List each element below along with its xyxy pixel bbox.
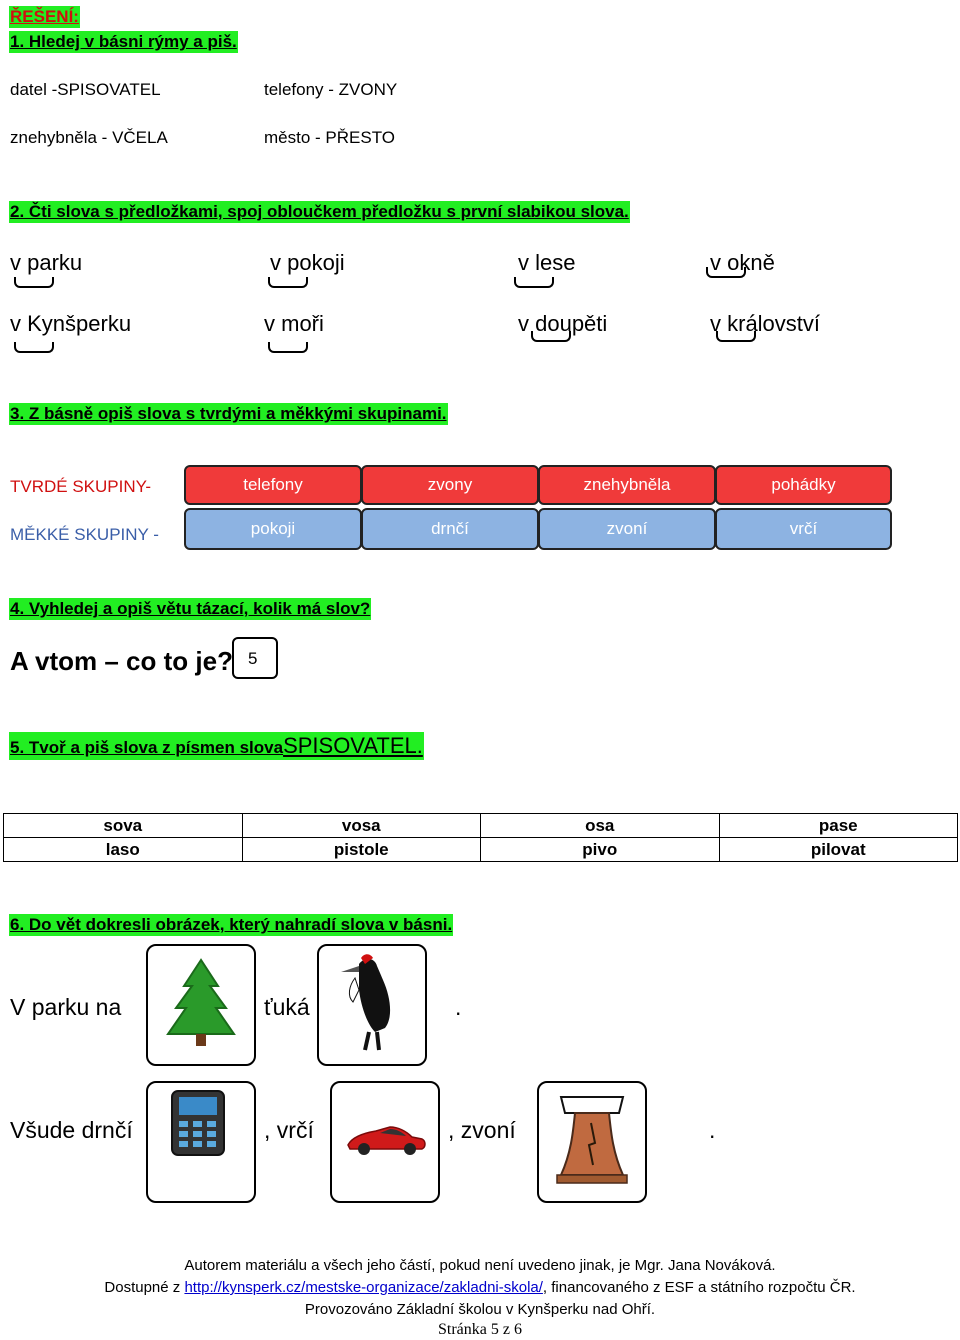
task6-title: 6. Do vět dokresli obrázek, který nahradí slova v básni. — [10, 915, 453, 934]
table-cell: laso — [4, 838, 243, 862]
prep-phrase: v parku — [10, 250, 83, 275]
prep-phrase: v Kynšperku — [10, 311, 132, 336]
rhyme-pair: město - PŘESTO — [264, 128, 395, 147]
hard-word-box: telefony — [184, 465, 362, 505]
task1-title: 1. Hledej v básni rýmy a piš. — [10, 32, 237, 51]
footer-link[interactable]: http://kynsperk.cz/mestske-organizace/zakladni-skola/ — [184, 1279, 543, 1296]
sentence-part: . — [709, 1117, 716, 1143]
prep-phrase: v lese — [518, 250, 576, 275]
sentence-part: V parku na — [10, 994, 122, 1020]
tree-icon — [148, 946, 254, 1064]
table-cell: pivo — [481, 838, 720, 862]
picture-box — [537, 1081, 647, 1203]
bell-icon — [539, 1083, 645, 1201]
connecting-arc — [531, 331, 571, 342]
sentence-part: . — [455, 994, 462, 1020]
rhyme-pair: datel -SPISOVATEL — [10, 80, 161, 99]
picture-box — [330, 1081, 440, 1203]
page-number: Stránka 5 z 6 — [438, 1321, 522, 1338]
soft-word-box: vrčí — [715, 508, 892, 550]
picture-box — [317, 944, 427, 1066]
phone-icon — [148, 1083, 254, 1201]
sentence-part: , zvoní — [448, 1117, 516, 1143]
table-cell: pilovat — [719, 838, 958, 862]
task5-title-word: SPISOVATEL. — [283, 733, 423, 758]
question-sentence: A vtom – co to je? — [10, 646, 233, 676]
picture-box — [146, 944, 256, 1066]
footer-source-prefix: Dostupné z — [104, 1279, 185, 1296]
table-cell: sova — [4, 814, 243, 838]
table-row — [4, 814, 958, 838]
table-cell: pase — [719, 814, 958, 838]
hard-word-box: pohádky — [715, 465, 892, 505]
words-table — [3, 813, 958, 862]
soft-word-box: drnčí — [361, 508, 539, 550]
sentence-part: ťuká — [264, 994, 310, 1020]
prep-phrase: v okně — [710, 250, 775, 275]
solution-heading: ŘEŠENÍ: — [10, 7, 79, 26]
footer-source-suffix: , financovaného z ESF a státního rozpočtu ČR. — [542, 1279, 856, 1296]
connecting-arc — [14, 342, 54, 353]
soft-word-box: pokoji — [184, 508, 362, 550]
prep-phrase: v království — [710, 311, 821, 336]
task5-title-prefix: 5. Tvoř a piš slova z písmen slova — [10, 738, 284, 757]
prep-phrase: v moři — [264, 311, 324, 336]
table-cell: osa — [481, 814, 720, 838]
task5-title — [9, 732, 424, 760]
connecting-arc — [14, 277, 54, 288]
soft-groups-label: MĚKKÉ SKUPINY - — [10, 525, 159, 544]
sentence-part: Všude drnčí — [10, 1117, 133, 1143]
car-icon — [332, 1083, 438, 1201]
picture-box — [146, 1081, 256, 1203]
footer-school: Provozováno Základní školou v Kynšperku nad Ohří. — [304, 1301, 656, 1318]
prep-phrase: v pokoji — [270, 250, 345, 275]
word-count-box: 5 — [232, 637, 278, 679]
sentence-part: , vrčí — [264, 1117, 314, 1143]
connecting-arc — [268, 277, 308, 288]
table-cell: vosa — [242, 814, 481, 838]
footer-source — [0, 1279, 960, 1296]
hard-word-box: znehybněla — [538, 465, 716, 505]
task4-title: 4. Vyhledej a opiš větu tázací, kolik má slov? — [10, 599, 371, 618]
connecting-arc — [268, 342, 308, 353]
hard-groups-label: TVRDÉ SKUPINY- — [10, 477, 152, 496]
task3-title: 3. Z básně opiš slova s tvrdými a měkkými skupinami. — [10, 404, 447, 423]
connecting-arc — [706, 267, 746, 278]
hard-word-box: zvony — [361, 465, 539, 505]
rhyme-pair: znehybněla - VČELA — [10, 128, 168, 147]
soft-word-box: zvoní — [538, 508, 716, 550]
woodpecker-icon — [319, 946, 425, 1064]
connecting-arc — [514, 277, 554, 288]
table-row — [4, 838, 958, 862]
rhyme-pair: telefony - ZVONY — [264, 80, 398, 99]
table-cell: pistole — [242, 838, 481, 862]
prep-phrase: v doupěti — [518, 311, 608, 336]
footer-author: Autorem materiálu a všech jeho částí, pokud není uvedeno jinak, je Mgr. Jana Nováková. — [184, 1257, 776, 1274]
connecting-arc — [716, 331, 756, 342]
task2-title: 2. Čti slova s předložkami, spoj obloučkem předložku s první slabikou slova. — [10, 202, 629, 221]
